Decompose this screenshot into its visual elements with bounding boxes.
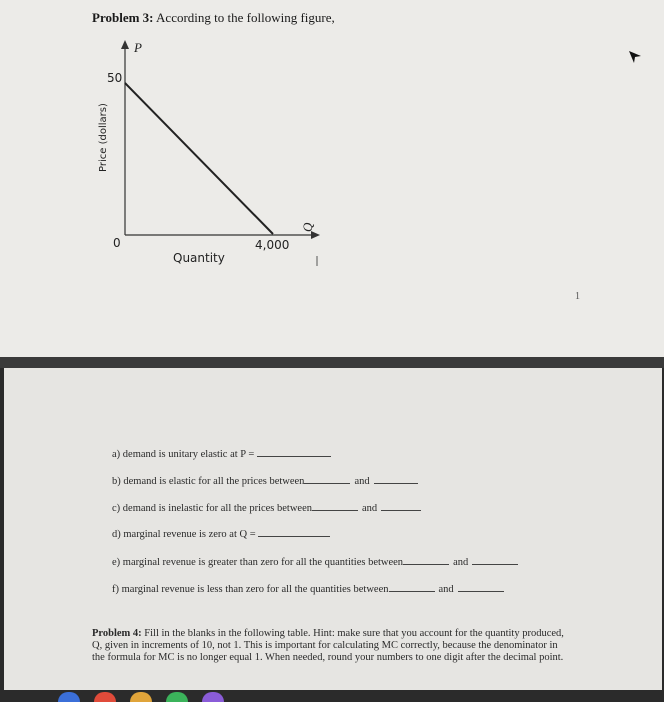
problem-4-text: Fill in the blanks in the following table. Hint: make sure that you account for the quantity produced, Q, given in increments of 10, not 1. This is important for calculating MC correctly, because the denominator in the formula for MC is no longer equal 1. When needed, round your numbers to one digit after the decimal point. (92, 628, 564, 663)
question-b (112, 472, 418, 487)
problem-3-heading (92, 10, 335, 26)
question-b-text: b) demand is elastic for all the prices between (112, 476, 305, 487)
question-d-text: d) marginal revenue is zero at Q = (112, 529, 256, 540)
problem-3-label: Problem 3: (92, 10, 154, 25)
answer-e-blank-2[interactable] (472, 553, 518, 565)
and-label: and (453, 557, 469, 568)
question-d (112, 525, 330, 540)
y-axis-title: Price (dollars) (98, 103, 109, 172)
and-label: and (438, 584, 454, 595)
question-a (112, 445, 331, 460)
question-f-text: f) marginal revenue is less than zero for all the quantities between (112, 584, 389, 595)
problem-4-paragraph (92, 628, 567, 664)
demand-chart (80, 30, 340, 270)
answer-d-blank[interactable] (258, 525, 330, 537)
answer-b-blank-1[interactable] (304, 472, 350, 484)
y-tick-50: 50 (107, 71, 123, 85)
answer-f-blank-2[interactable] (458, 580, 504, 592)
demand-curve (125, 83, 273, 234)
answer-e-blank-1[interactable] (403, 553, 449, 565)
answer-b-blank-2[interactable] (374, 472, 418, 484)
page-separator (0, 357, 664, 368)
answer-c-blank-2[interactable] (381, 499, 421, 511)
cursor-arrow-icon (628, 50, 642, 64)
question-a-text: a) demand is unitary elastic at P = (112, 449, 255, 460)
problem-3-text: According to the following figure, (153, 10, 335, 25)
x-axis-title: Quantity (173, 251, 225, 265)
question-e (112, 553, 518, 568)
answer-a-blank[interactable] (257, 445, 331, 457)
and-label: and (354, 476, 370, 487)
problem-4-label: Problem 4: (92, 628, 142, 639)
question-c (112, 499, 421, 514)
page-number: 1 (575, 291, 580, 302)
answer-c-blank-1[interactable] (312, 499, 358, 511)
question-f (112, 580, 504, 595)
y-axis-letter: P (134, 40, 142, 55)
question-c-text: c) demand is inelastic for all the prices between (112, 503, 313, 514)
and-label: and (362, 503, 378, 514)
origin-label: 0 (113, 236, 121, 250)
x-tick-4000: 4,000 (255, 238, 290, 252)
answer-f-blank-1[interactable] (389, 580, 435, 592)
y-axis-arrow (121, 40, 129, 49)
x-axis-letter: Q (300, 222, 315, 232)
question-e-text: e) marginal revenue is greater than zero for all the quantities between (112, 557, 404, 568)
